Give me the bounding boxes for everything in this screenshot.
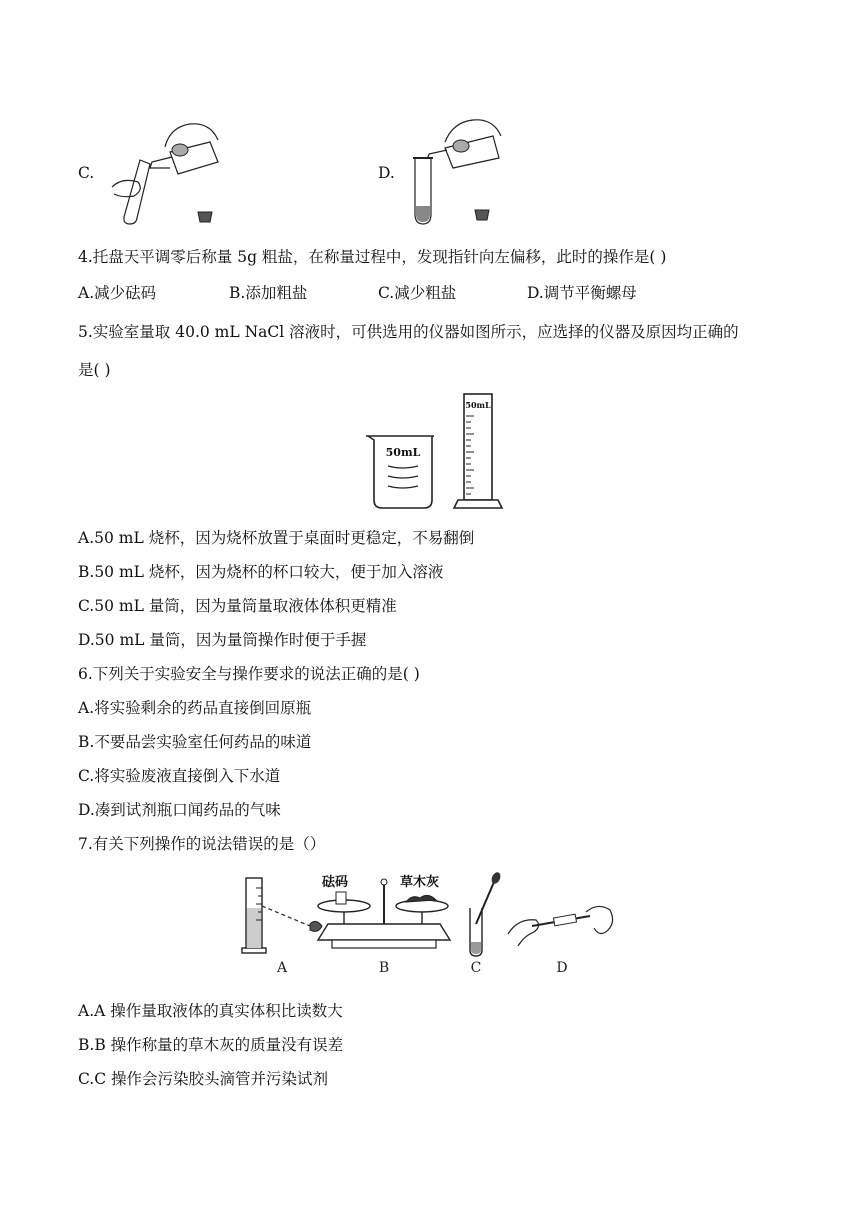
q4-option-c: C.减少粗盐 — [378, 284, 457, 302]
question-5-stem-line2: 是( ) — [78, 361, 111, 379]
q4-option-b: B.添加粗盐 — [229, 284, 308, 302]
figure-label-d: D — [556, 960, 568, 976]
q5-option-a: A.50 mL 烧杯，因为烧杯放置于桌面时更稳定，不易翻倒 — [78, 529, 475, 547]
q5-option-b: B.50 mL 烧杯，因为烧杯的杯口较大，便于加入溶液 — [78, 563, 444, 581]
cylinder-label: 50mL — [465, 400, 491, 410]
figure-operations-abcd — [236, 868, 626, 978]
q5-option-d: D.50 mL 量筒，因为量筒操作时便于手握 — [78, 631, 367, 649]
q7-option-b: B.B 操作称量的草木灰的质量没有误差 — [78, 1036, 344, 1054]
question-7-stem: 7.有关下列操作的说法错误的是（） — [78, 835, 326, 853]
question-6-stem: 6.下列关于实验安全与操作要求的说法正确的是( ) — [78, 665, 420, 683]
q6-option-b: B.不要品尝实验室任何药品的味道 — [78, 733, 312, 751]
figure-label-ash: 草木灰 — [400, 875, 440, 890]
q6-option-a: A.将实验剩余的药品直接倒回原瓶 — [78, 699, 312, 717]
figure-label-b: B — [378, 960, 390, 976]
question-5-stem-line1: 5.实验室量取 40.0 mL NaCl 溶液时，可供选用的仪器如图所示，应选择的仪器及原因均正确的 — [78, 323, 739, 341]
figure-label-c: C — [470, 960, 482, 976]
figure-label-a: A — [276, 960, 288, 976]
figure-beaker-and-cylinder — [360, 392, 510, 514]
figure-pouring-d — [405, 110, 525, 230]
q4-option-a: A.减少砝码 — [78, 284, 157, 302]
beaker-label: 50mL — [385, 446, 421, 459]
option-c-label: C. — [78, 164, 95, 182]
q7-option-a: A.A 操作量取液体的真实体积比读数大 — [78, 1002, 343, 1020]
q7-option-c: C.C 操作会污染胶头滴管并污染试剂 — [78, 1070, 329, 1088]
q6-option-c: C.将实验废液直接倒入下水道 — [78, 767, 281, 785]
q6-option-d: D.凑到试剂瓶口闻药品的气味 — [78, 801, 281, 819]
figure-label-weights: 砝码 — [322, 875, 349, 890]
option-d-label: D. — [378, 164, 395, 182]
figure-pouring-c — [110, 112, 230, 232]
q5-option-c: C.50 mL 量筒，因为量筒量取液体体积更精准 — [78, 597, 397, 615]
question-4-stem: 4.托盘天平调零后称量 5g 粗盐，在称量过程中，发现指针向左偏移，此时的操作是( ) — [78, 248, 667, 266]
q4-option-d: D.调节平衡螺母 — [527, 284, 637, 302]
